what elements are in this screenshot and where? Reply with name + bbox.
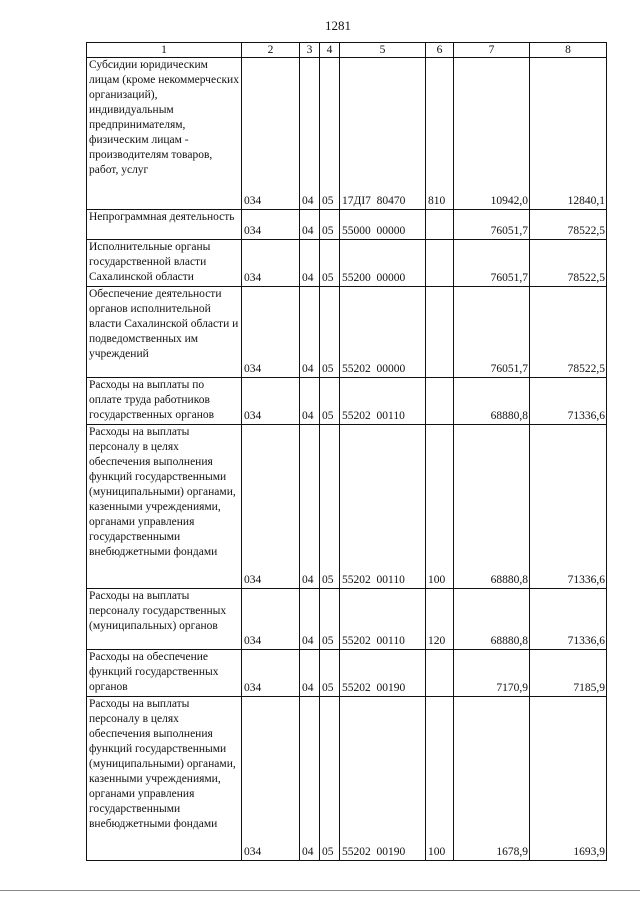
subsection-code: 05: [320, 378, 340, 425]
budget-table: [86, 42, 607, 861]
expense-type-code: [426, 210, 454, 240]
subsection-code: 05: [320, 210, 340, 240]
row-description: Расходы на выплаты персоналу в целях обеспечения выполнения функций государственными (муниципальными) органами, казенными учреждениями, органами управления государственными внебюджетными фондами: [87, 697, 242, 861]
column-header: 5: [340, 43, 426, 58]
sum-year-2: 12840,1: [530, 58, 607, 210]
row-description: Субсидии юридическим лицам (кроме некоммерческих организаций), индивидуальным предпринимателям, физическим лицам - производителям товаров, работ, услуг: [87, 58, 242, 210]
section-code: 04: [300, 287, 320, 378]
table-row: [87, 58, 607, 210]
subsection-code: 05: [320, 58, 340, 210]
sum-year-2: 71336,6: [530, 378, 607, 425]
sum-year-1: 68880,8: [454, 589, 530, 650]
row-description: Расходы на выплаты персоналу государственных (муниципальных) органов: [87, 589, 242, 650]
row-description: Расходы на выплаты по оплате труда работников государственных органов: [87, 378, 242, 425]
table-row: [87, 589, 607, 650]
expense-type-code: [426, 287, 454, 378]
row-description: Непрограммная деятельность: [87, 210, 242, 240]
ministry-code: 034: [242, 58, 300, 210]
ministry-code: 034: [242, 425, 300, 589]
sum-year-1: 76051,7: [454, 240, 530, 287]
ministry-code: 034: [242, 589, 300, 650]
subsection-code: 05: [320, 425, 340, 589]
section-code: 04: [300, 650, 320, 697]
sum-year-1: 76051,7: [454, 210, 530, 240]
ministry-code: 034: [242, 287, 300, 378]
target-item-code: 55202 00110: [340, 378, 426, 425]
ministry-code: 034: [242, 697, 300, 861]
sum-year-1: 10942,0: [454, 58, 530, 210]
section-code: 04: [300, 697, 320, 861]
page-number: 1281: [325, 18, 351, 33]
sum-year-1: 7170,9: [454, 650, 530, 697]
ministry-code: 034: [242, 240, 300, 287]
expense-type-code: [426, 378, 454, 425]
sum-year-2: 1693,9: [530, 697, 607, 861]
sum-year-1: 76051,7: [454, 287, 530, 378]
target-item-code: 55202 00000: [340, 287, 426, 378]
target-item-code: 17ДІ7 80470: [340, 58, 426, 210]
section-code: 04: [300, 378, 320, 425]
expense-type-code: 120: [426, 589, 454, 650]
sum-year-2: 78522,5: [530, 210, 607, 240]
section-code: 04: [300, 425, 320, 589]
expense-type-code: 100: [426, 697, 454, 861]
scan-bottom-edge: [0, 890, 640, 891]
subsection-code: 05: [320, 650, 340, 697]
ministry-code: 034: [242, 650, 300, 697]
ministry-code: 034: [242, 378, 300, 425]
column-header: 4: [320, 43, 340, 58]
sum-year-2: 7185,9: [530, 650, 607, 697]
row-description: Исполнительные органы государственной власти Сахалинской области: [87, 240, 242, 287]
row-description: Обеспечение деятельности органов исполнительной власти Сахалинской области и подведомственных им учреждений: [87, 287, 242, 378]
subsection-code: 05: [320, 287, 340, 378]
expense-type-code: 810: [426, 58, 454, 210]
table-header-row: [87, 43, 607, 58]
sum-year-2: 71336,6: [530, 589, 607, 650]
subsection-code: 05: [320, 589, 340, 650]
table-row: [87, 378, 607, 425]
section-code: 04: [300, 240, 320, 287]
expense-type-code: 100: [426, 425, 454, 589]
sum-year-1: 1678,9: [454, 697, 530, 861]
table-row: [87, 425, 607, 589]
column-header: 1: [87, 43, 242, 58]
table-row: [87, 697, 607, 861]
column-header: 2: [242, 43, 300, 58]
sum-year-2: 71336,6: [530, 425, 607, 589]
subsection-code: 05: [320, 697, 340, 861]
section-code: 04: [300, 58, 320, 210]
target-item-code: 55202 00110: [340, 589, 426, 650]
section-code: 04: [300, 210, 320, 240]
column-header: 8: [530, 43, 607, 58]
column-header: 3: [300, 43, 320, 58]
table-row: [87, 210, 607, 240]
ministry-code: 034: [242, 210, 300, 240]
column-header: 7: [454, 43, 530, 58]
target-item-code: 55000 00000: [340, 210, 426, 240]
row-description: Расходы на выплаты персоналу в целях обеспечения выполнения функций государственными (муниципальными) органами, казенными учреждениями, органами управления государственными внебюджетными фондами: [87, 425, 242, 589]
sum-year-1: 68880,8: [454, 378, 530, 425]
target-item-code: 55202 00190: [340, 697, 426, 861]
column-header: 6: [426, 43, 454, 58]
expense-type-code: [426, 240, 454, 287]
table-row: [87, 650, 607, 697]
target-item-code: 55202 00110: [340, 425, 426, 589]
section-code: 04: [300, 589, 320, 650]
sum-year-2: 78522,5: [530, 287, 607, 378]
subsection-code: 05: [320, 240, 340, 287]
expense-type-code: [426, 650, 454, 697]
table-row: [87, 240, 607, 287]
sum-year-1: 68880,8: [454, 425, 530, 589]
table-row: [87, 287, 607, 378]
target-item-code: 55200 00000: [340, 240, 426, 287]
sum-year-2: 78522,5: [530, 240, 607, 287]
target-item-code: 55202 00190: [340, 650, 426, 697]
row-description: Расходы на обеспечение функций государственных органов: [87, 650, 242, 697]
